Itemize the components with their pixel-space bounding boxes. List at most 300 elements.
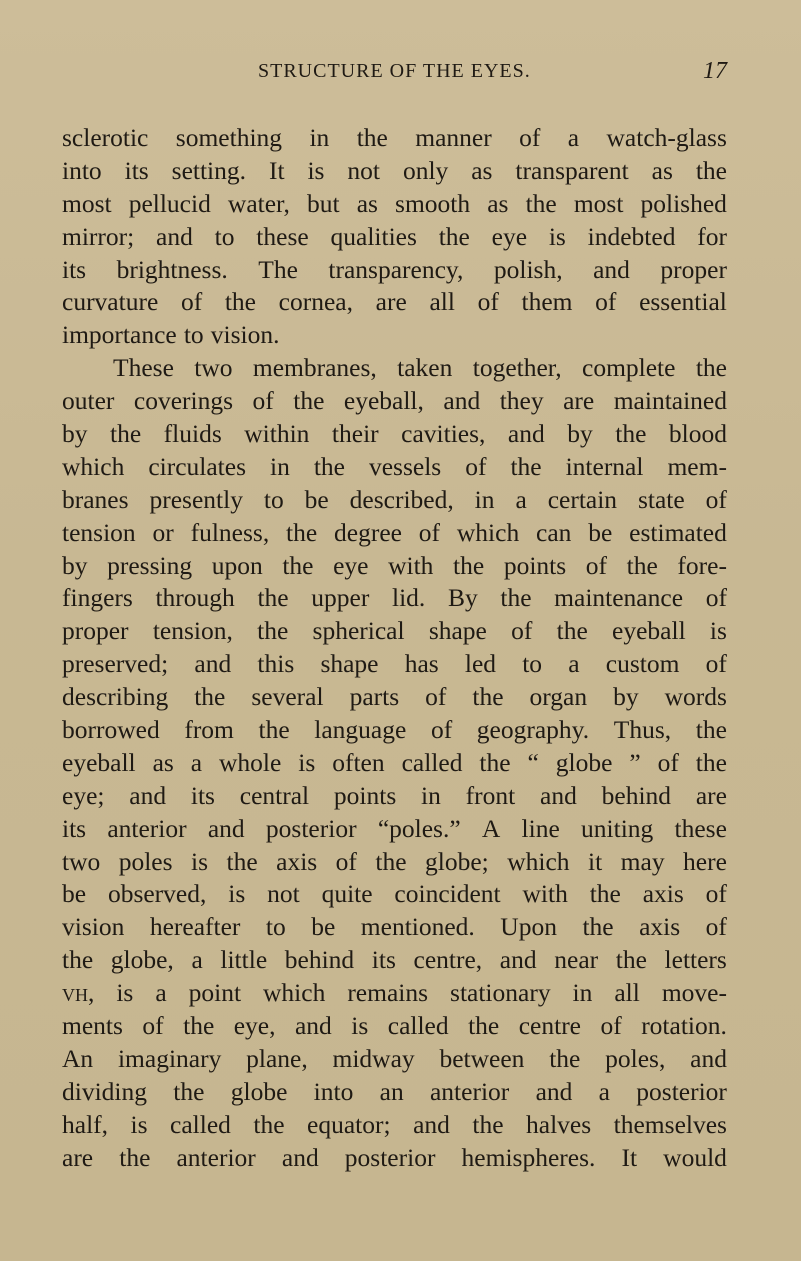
word: ” (629, 747, 641, 777)
text-line (62, 977, 727, 1010)
word: of (705, 484, 727, 514)
word: the (556, 616, 588, 646)
word: midway (332, 1043, 415, 1073)
word: with (388, 550, 434, 580)
word: the (589, 879, 621, 909)
word: a (598, 1076, 610, 1106)
word: its (190, 780, 215, 810)
word: into (62, 155, 102, 185)
word: has (404, 649, 439, 679)
word: together, (472, 353, 562, 383)
word: and (499, 945, 537, 975)
word: the (286, 517, 318, 547)
word: It (621, 1142, 638, 1172)
word: a (515, 484, 527, 514)
word: eye (491, 221, 528, 251)
word: two (194, 353, 233, 383)
word: anterior (176, 1142, 256, 1172)
word: uniting (581, 813, 654, 843)
word: mirror; (62, 221, 135, 251)
word: of (511, 616, 533, 646)
word: and (507, 419, 545, 449)
text-line (62, 1109, 727, 1142)
word: within (244, 419, 310, 449)
word: to (183, 320, 204, 350)
word: into (313, 1076, 354, 1106)
word: and (413, 1109, 450, 1139)
word: maintained (613, 386, 727, 416)
word: with (522, 879, 568, 909)
word: parts (349, 682, 400, 712)
word: water, (227, 188, 290, 218)
word: is (130, 1109, 148, 1139)
word: the (615, 419, 647, 449)
word: pellucid (128, 188, 211, 218)
word: degree (334, 517, 402, 547)
word: posterior (636, 1076, 727, 1106)
word: of (430, 715, 453, 745)
word: would (663, 1142, 727, 1172)
word: whole (219, 747, 282, 777)
word: may (620, 846, 665, 876)
word: points (333, 780, 397, 810)
word: and (129, 780, 167, 810)
word: dividing (62, 1076, 148, 1106)
text-line (62, 1142, 727, 1175)
word: called (387, 1011, 449, 1041)
word: between (439, 1043, 525, 1073)
word: their (331, 419, 379, 449)
word: The (258, 254, 298, 284)
word: the (695, 747, 727, 777)
word: the (313, 451, 345, 481)
word: the (525, 188, 557, 218)
word: poles (118, 846, 173, 876)
word: posterior (344, 1142, 436, 1172)
word: called (401, 747, 463, 777)
word: imaginary (117, 1043, 222, 1073)
word: is (228, 879, 246, 909)
word: fluids (163, 419, 222, 449)
word: indebted (587, 221, 676, 251)
word: all (429, 287, 455, 317)
word: tension (62, 517, 136, 547)
word: they (499, 386, 544, 416)
text-line (62, 385, 727, 418)
word: globe (230, 1076, 288, 1106)
word: the (293, 386, 325, 416)
word: custom (605, 649, 680, 679)
text-line (62, 911, 727, 944)
word: line (521, 813, 560, 843)
word: proper (660, 254, 727, 284)
word: rotation. (641, 1011, 727, 1041)
word: of (425, 682, 447, 712)
word: of (657, 747, 679, 777)
word: “ (527, 747, 539, 777)
word: coincident (394, 879, 501, 909)
word: a (191, 945, 203, 975)
text-line (62, 747, 727, 780)
word: of (465, 451, 487, 481)
word: state (637, 484, 685, 514)
word: central (239, 780, 310, 810)
word: its (62, 813, 87, 843)
word: setting. (171, 155, 247, 185)
word: vision. (210, 320, 280, 350)
word: axis (276, 846, 318, 876)
text-line (62, 484, 727, 517)
text-line (62, 418, 727, 451)
word: mentioned. (360, 912, 475, 942)
word: plane, (246, 1043, 308, 1073)
word: certain (547, 484, 618, 514)
word: in (572, 978, 593, 1008)
word: vh, (62, 978, 95, 1008)
text-line (62, 319, 727, 352)
word: are (695, 780, 727, 810)
word: By (447, 583, 478, 613)
word: the (119, 1142, 151, 1172)
word: the (224, 287, 256, 317)
text-line (62, 254, 727, 287)
word: in (270, 451, 290, 481)
word: something (175, 123, 283, 152)
word: are (375, 287, 407, 317)
word: point (188, 978, 242, 1008)
word: described, (349, 484, 454, 514)
word: eyeball, (343, 386, 424, 416)
word: most (62, 188, 112, 218)
word: these (674, 813, 727, 843)
word: which (263, 978, 326, 1008)
word: language (314, 715, 407, 745)
word: a (190, 747, 203, 777)
word: of (705, 879, 727, 909)
word: cavities, (401, 419, 486, 449)
word: the (183, 1011, 215, 1041)
word: the (226, 846, 258, 876)
word: maintenance (554, 583, 684, 613)
word: circulates (148, 451, 247, 481)
word: and (690, 1043, 727, 1073)
word: equator; (307, 1109, 391, 1139)
word: eyeball (62, 747, 136, 777)
text-line (62, 813, 727, 846)
word: mem- (667, 451, 727, 481)
word: upper (311, 583, 370, 613)
word: the (282, 550, 314, 580)
word: vessels (368, 451, 442, 481)
word: its (371, 945, 396, 975)
word: the (468, 1011, 500, 1041)
word: upon (211, 550, 263, 580)
word: transparency, (328, 254, 464, 284)
word: most (573, 188, 624, 218)
text-line (62, 221, 727, 254)
word: globe; (425, 846, 489, 876)
word: not (347, 155, 381, 185)
text-line (62, 1076, 727, 1109)
word: stationary (450, 978, 551, 1008)
word: remains (347, 978, 429, 1008)
word: cornea, (278, 287, 353, 317)
text-line (62, 681, 727, 714)
word: eyeball (612, 616, 686, 646)
word: of (252, 386, 274, 416)
word: in (309, 123, 330, 152)
word: spherical (312, 616, 405, 646)
word: by (62, 550, 88, 580)
word: is (298, 747, 316, 777)
word: for (697, 221, 727, 251)
word: Upon (500, 912, 557, 942)
word: to (263, 484, 284, 514)
word: hemispheres. (461, 1142, 596, 1172)
word: of (705, 912, 727, 942)
word: geography. (476, 715, 590, 745)
word: These (113, 353, 174, 383)
running-head (62, 60, 727, 88)
word: importance (62, 320, 177, 350)
word: brightness. (116, 254, 228, 284)
word: the (615, 945, 647, 975)
word: is (351, 1011, 369, 1041)
word: and (593, 254, 630, 284)
word: behind (284, 945, 355, 975)
word: its (62, 254, 87, 284)
word: which (507, 846, 570, 876)
word: presently (149, 484, 243, 514)
word: the (257, 583, 289, 613)
word: the (257, 616, 289, 646)
word: the (453, 550, 485, 580)
word: the (194, 682, 226, 712)
word: move- (661, 978, 727, 1008)
word: pressing (107, 550, 193, 580)
word: halves (526, 1109, 592, 1139)
word: describing (62, 682, 169, 712)
word: be (588, 517, 613, 547)
word: not (267, 879, 300, 909)
word: sclerotic (62, 123, 149, 152)
word: eye, (233, 1011, 276, 1041)
word: Thus, (613, 715, 672, 745)
text-line (62, 615, 727, 648)
text-line (62, 648, 727, 681)
word: polish, (493, 254, 563, 284)
word: estimated (629, 517, 727, 547)
word: here (683, 846, 727, 876)
word: from (184, 715, 234, 745)
word: qualities (330, 221, 417, 251)
word: all (614, 978, 640, 1008)
word: globe, (110, 945, 174, 975)
word: is (116, 978, 134, 1008)
word: and (207, 813, 245, 843)
text-line (62, 878, 727, 911)
word: of (600, 1011, 622, 1041)
word: the (582, 912, 614, 942)
text-line (62, 352, 727, 385)
word: or (152, 517, 174, 547)
word: is (191, 846, 209, 876)
word: this (257, 649, 295, 679)
word: organ (529, 682, 588, 712)
word: the (173, 1076, 205, 1106)
word: little (220, 945, 268, 975)
word: axis (639, 912, 681, 942)
word: polished (640, 188, 727, 218)
word: the (62, 945, 94, 975)
word: be (311, 912, 336, 942)
word: and (535, 1076, 573, 1106)
word: and (540, 780, 577, 810)
word: quite (321, 879, 373, 909)
word: an (379, 1076, 404, 1106)
word: be (62, 879, 87, 909)
word: A (481, 813, 501, 843)
word: shape (320, 649, 379, 679)
word: eye; (62, 780, 105, 810)
word: the (695, 353, 727, 383)
word: and (156, 221, 193, 251)
word: and (194, 649, 232, 679)
word: the (500, 583, 532, 613)
word: half, (62, 1109, 109, 1139)
word: the (110, 419, 142, 449)
word: and (294, 1011, 332, 1041)
word: a (567, 123, 580, 152)
word: borrowed (62, 715, 160, 745)
word: in (421, 780, 441, 810)
word: of (418, 517, 441, 547)
word: several (251, 682, 324, 712)
word: as (356, 188, 378, 218)
word: lid. (391, 583, 426, 613)
word: these (256, 221, 309, 251)
word: through (155, 583, 235, 613)
word: axis (642, 879, 684, 909)
word: the (549, 1043, 581, 1073)
word: by (567, 419, 593, 449)
word: is (307, 155, 325, 185)
word: observed, (107, 879, 207, 909)
word: and (443, 386, 481, 416)
word: outer (62, 386, 115, 416)
text-line (62, 846, 727, 879)
word: but (307, 188, 340, 218)
word: preserved; (62, 649, 169, 679)
word: to (214, 221, 235, 251)
word: of (595, 287, 617, 317)
word: are (62, 1142, 94, 1172)
word: as (152, 747, 174, 777)
text-line (62, 155, 727, 188)
word: letters (664, 945, 727, 975)
word: internal (565, 451, 644, 481)
word: of (705, 649, 727, 679)
word: often (332, 747, 385, 777)
word: the (695, 155, 727, 185)
word: by (62, 419, 88, 449)
word: is (548, 221, 566, 251)
text-line (62, 1010, 727, 1043)
word: two (62, 846, 101, 876)
word: led (464, 649, 497, 679)
word: transparent (515, 155, 629, 185)
word: of (705, 583, 727, 613)
word: It (268, 155, 285, 185)
word: as (651, 155, 673, 185)
word: ments (62, 1011, 123, 1041)
word: and (281, 1142, 319, 1172)
text-line (62, 188, 727, 221)
word: the (375, 846, 407, 876)
word: of (477, 287, 499, 317)
word: fore- (677, 550, 727, 580)
word: globe (555, 747, 613, 777)
word: taken (397, 353, 453, 383)
word: essential (639, 287, 727, 317)
word: proper (62, 616, 129, 646)
word: of (519, 123, 541, 152)
word: the (626, 550, 658, 580)
word: of (335, 846, 357, 876)
word: shape (428, 616, 487, 646)
word: the (472, 682, 504, 712)
word: themselves (613, 1109, 727, 1139)
word: which (456, 517, 520, 547)
text-line (62, 550, 727, 583)
word: anterior (429, 1076, 510, 1106)
word: is (709, 616, 727, 646)
word: be (304, 484, 329, 514)
word: behind (601, 780, 672, 810)
word: to (522, 649, 543, 679)
word: watch-glass (606, 123, 727, 152)
word: a (568, 649, 580, 679)
word: of (585, 550, 608, 580)
text-line (62, 286, 727, 319)
text-line (62, 517, 727, 550)
word: eye (333, 550, 369, 580)
word: the (253, 1109, 285, 1139)
word: branes (62, 484, 129, 514)
word: by (613, 682, 639, 712)
text-line (62, 944, 727, 977)
word: vision (62, 912, 125, 942)
word: the (258, 715, 290, 745)
word: of (142, 1011, 164, 1041)
word: a (155, 978, 167, 1008)
word: membranes, (252, 353, 377, 383)
word: of (180, 287, 203, 317)
word: them (521, 287, 573, 317)
word: points (503, 550, 567, 580)
word: front (465, 780, 516, 810)
word: can (536, 517, 572, 547)
word: are (563, 386, 595, 416)
page-number: 17 (703, 58, 727, 84)
word: curvature (62, 287, 159, 317)
word: as (471, 155, 493, 185)
word: which (62, 451, 125, 481)
word: complete (582, 353, 676, 383)
word: manner (415, 123, 492, 152)
word: near (554, 945, 599, 975)
word: the (479, 747, 511, 777)
